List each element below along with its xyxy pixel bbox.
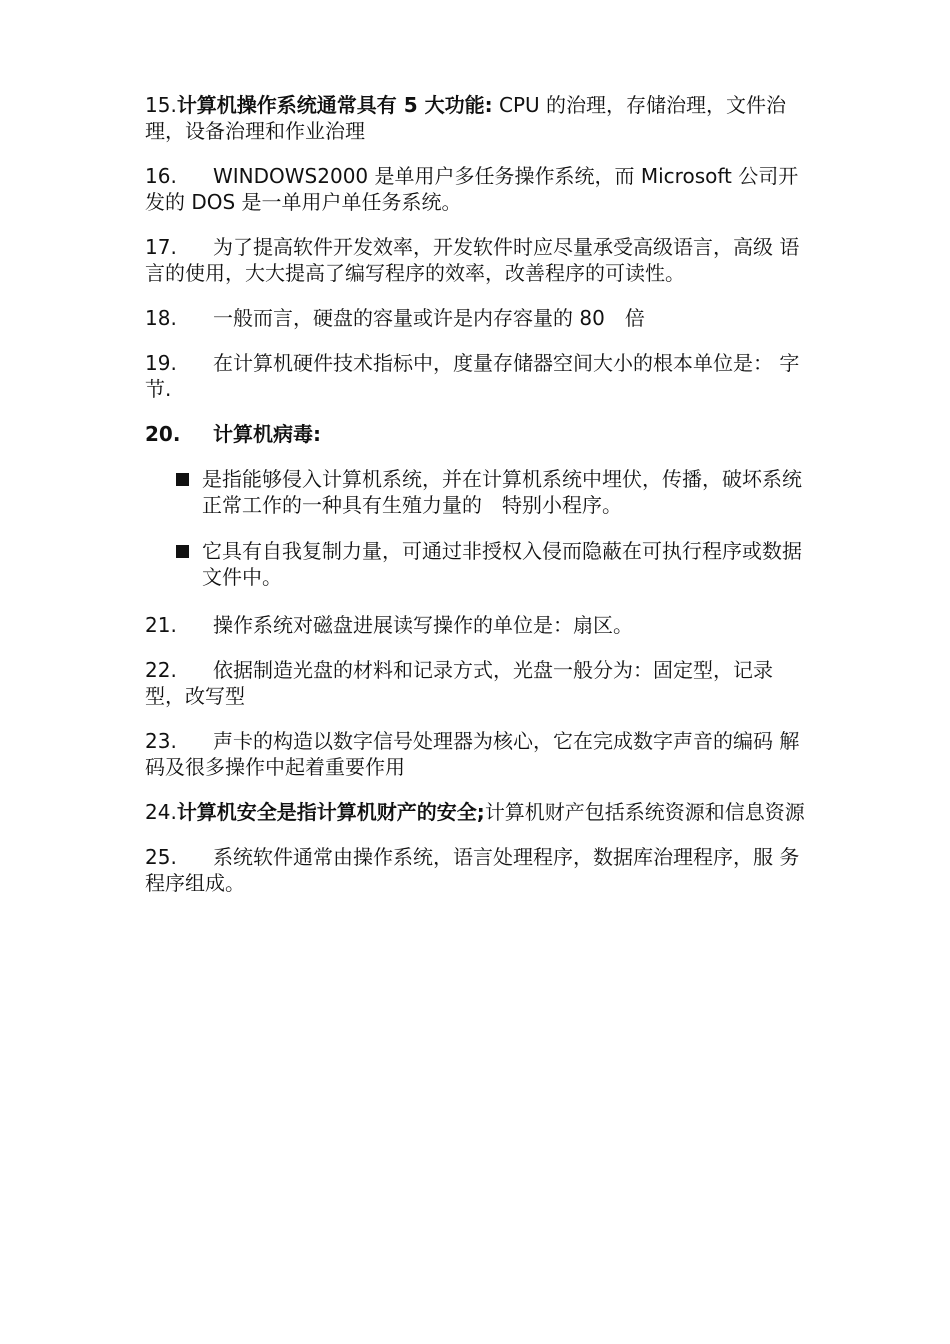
item-number: 21. xyxy=(145,613,177,637)
item-text: 依据制造光盘的材料和记录方式，光盘一般分为：固定型，记录 型，改写型 xyxy=(145,658,773,708)
item-21 xyxy=(145,612,810,638)
item-bold-text: 计算机操作系统通常具有 5 大功能: xyxy=(176,93,493,117)
item-number: 15. xyxy=(145,93,177,117)
bullet-text-suffix: 特别小程序。 xyxy=(502,493,622,517)
bullet-text: 是指能够侵入计算机系统，并在计算机系统中埋伏，传播，破坏系统正常工作的一种具有生殖力量的 xyxy=(202,467,802,517)
item-17 xyxy=(145,234,810,286)
square-bullet-icon xyxy=(176,545,189,558)
bullet-text: 它具有自我复制力量，可通过非授权入侵而隐蔽在可执行程序或数据文件中。 xyxy=(202,539,802,589)
item-16 xyxy=(145,163,810,215)
item-20 xyxy=(145,421,810,447)
item-number: 24. xyxy=(145,800,177,824)
item-23 xyxy=(145,728,810,780)
item-bold-text: 计算机病毒: xyxy=(213,422,321,446)
item-22 xyxy=(145,657,810,709)
item-24 xyxy=(145,799,810,825)
item-number: 25. xyxy=(145,845,177,869)
item-bold-text: 计算机安全是指计算机财产的安全; xyxy=(176,800,485,824)
item-15 xyxy=(145,92,810,144)
item-19 xyxy=(145,350,810,402)
item-number: 23. xyxy=(145,729,177,753)
document-content xyxy=(145,92,810,915)
item-text: 计算机财产包括系统资源和信息资源 xyxy=(484,800,805,824)
item-25 xyxy=(145,844,810,896)
item-text-suffix: 倍 xyxy=(624,306,645,330)
item-number: 20. xyxy=(145,422,181,446)
item-number: 18. xyxy=(145,306,177,330)
item-number: 19. xyxy=(145,351,177,375)
item-number: 17. xyxy=(145,235,177,259)
item-text: 为了提高软件开发效率，开发软件时应尽量承受高级语言，高级 语言的使用，大大提高了编写程序的效率，改善程序的可读性。 xyxy=(145,235,800,285)
item-text: CPU 的治理，存储治理，文件治理，设备治理和作业治理 xyxy=(145,93,787,143)
item-text: 在计算机硬件技术指标中，度量存储器空间大小的根本单位是： 字节. xyxy=(145,351,800,401)
item-text: WINDOWS2000 是单用户多任务操作系统，而 Microsoft 公司开发的 DOS 是一单用户单任务系统。 xyxy=(145,164,799,214)
item-18 xyxy=(145,305,810,331)
item-text: 一般而言，硬盘的容量或许是内存容量的 80 xyxy=(213,306,605,330)
item-number: 16. xyxy=(145,164,177,188)
item-text: 系统软件通常由操作系统，语言处理程序，数据库治理程序，服 务程序组成。 xyxy=(145,845,800,895)
item-text: 操作系统对磁盘进展读写操作的单位是：扇区。 xyxy=(213,613,633,637)
virus-bullet-list xyxy=(145,466,810,590)
square-bullet-icon xyxy=(176,473,189,486)
item-text: 声卡的构造以数字信号处理器为核心，它在完成数字声音的编码 解码及很多操作中起着重要作用 xyxy=(145,729,800,779)
list-item xyxy=(145,466,810,518)
item-number: 22. xyxy=(145,658,177,682)
list-item xyxy=(145,538,810,590)
